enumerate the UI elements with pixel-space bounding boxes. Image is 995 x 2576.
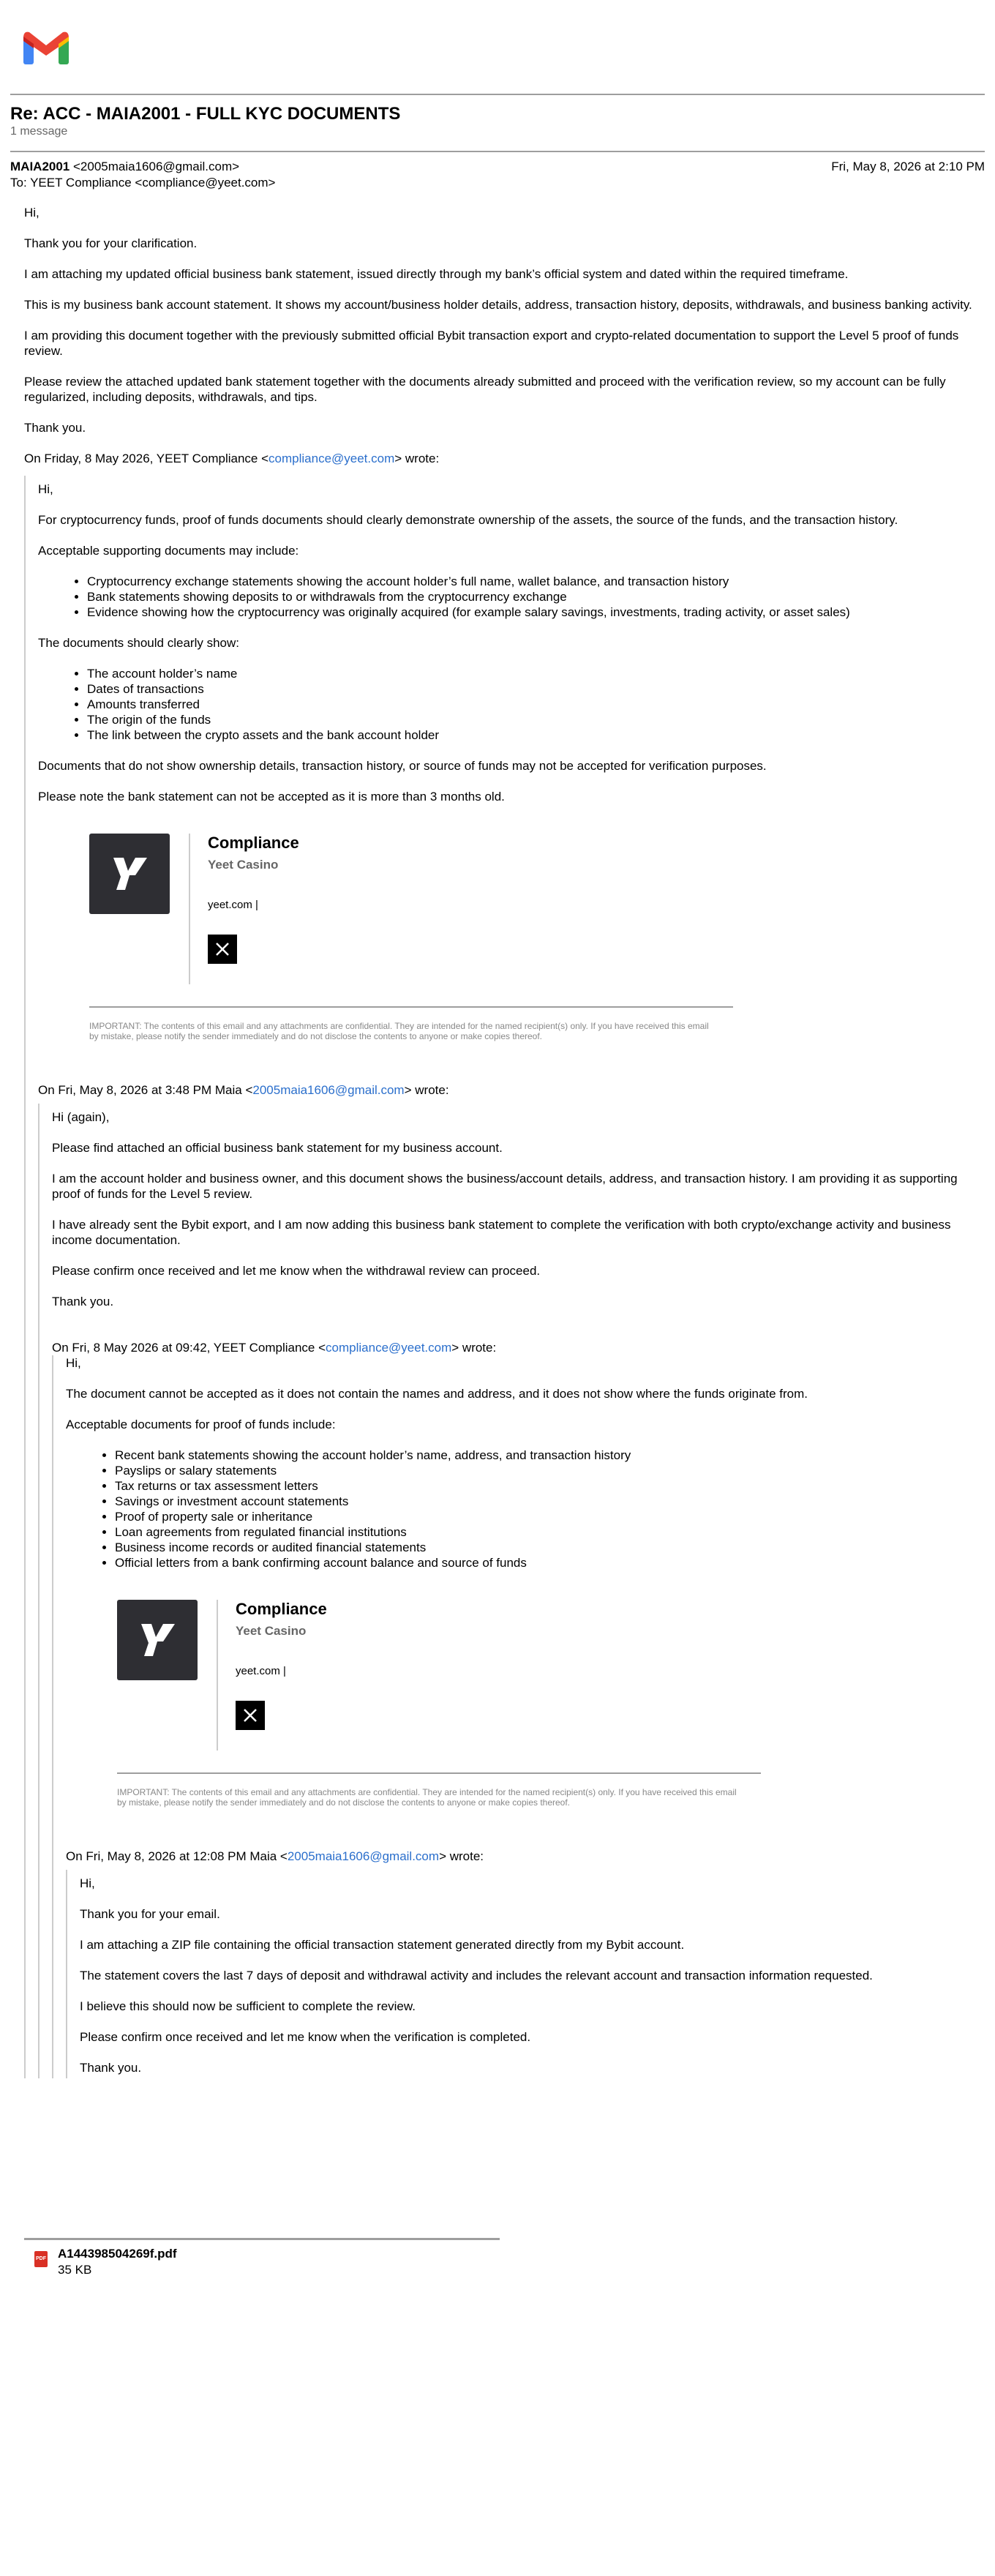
signature-website[interactable]: yeet.com | (236, 1665, 286, 1677)
list-item: • The origin of the funds (87, 712, 975, 727)
body-text: Thank you. (80, 2061, 142, 2075)
quoted-message (52, 1355, 975, 2078)
disclaimer-divider (89, 1006, 733, 1008)
list-item: • Recent bank statements showing the account holder’s name, address, and transaction history (115, 1448, 975, 1463)
body-text: Acceptable documents for proof of funds include: (66, 1418, 336, 1431)
gmail-logo-icon (22, 28, 70, 66)
yeet-logo-icon (89, 834, 170, 914)
email-body (24, 205, 975, 2078)
body-text: Thank you. (52, 1295, 114, 1308)
body-text: I am the account holder and business owner, and this document shows the business/account details, address, and transaction history. I am providing it as supporting proof of funds for the Level 5 review. (52, 1172, 958, 1201)
x-icon[interactable] (236, 1701, 265, 1730)
attachment-divider (24, 2238, 500, 2240)
body-text: Thank you for your clarification. (24, 236, 198, 250)
body-text: I am attaching a ZIP file containing the official transaction statement generated directly from my Bybit account. (80, 1938, 685, 1952)
body-text: Hi, (80, 1876, 95, 1890)
attribution-text: On Fri, 8 May 2026 at 09:42, YEET Compliance < (52, 1341, 326, 1355)
body-text: Please confirm once received and let me know when the withdrawal review can proceed. (52, 1264, 541, 1278)
email-link[interactable]: 2005maia1606@gmail.com (287, 1849, 440, 1863)
body-text: The documents should clearly show: (38, 636, 239, 650)
quote-attribution (24, 451, 975, 466)
signature-website[interactable]: yeet.com | (208, 899, 258, 911)
disclaimer-divider (117, 1772, 761, 1774)
sent-date: Fri, May 8, 2026 at 2:10 PM (831, 160, 985, 173)
list-item: • Cryptocurrency exchange statements showing the account holder’s full name, wallet balance, and transaction history (87, 574, 975, 589)
list-item: • Business income records or audited financial statements (115, 1540, 975, 1555)
list-item: • Amounts transferred (87, 697, 975, 712)
body-text: The document cannot be accepted as it does not contain the names and address, and it does not show where the funds originate from. (66, 1387, 808, 1401)
body-text: Hi, (38, 482, 53, 496)
body-text: I am attaching my updated official business bank statement, issued directly through my bank’s official system and dated within the required timeframe. (24, 267, 849, 281)
body-text: Acceptable supporting documents may include: (38, 544, 299, 558)
recipient: To: YEET Compliance <compliance@yeet.com> (10, 176, 276, 190)
attribution-text: > wrote: (394, 452, 440, 465)
sender (10, 160, 239, 174)
body-text: The statement covers the last 7 days of deposit and withdrawal activity and includes the relevant account and transaction information requested. (80, 1969, 873, 1982)
signature-divider (189, 834, 190, 984)
yeet-logo-icon (117, 1600, 198, 1680)
document-list (66, 1448, 975, 1570)
signature-org: Yeet Casino (236, 1624, 307, 1638)
signature-org: Yeet Casino (208, 858, 279, 872)
list-item: • The account holder’s name (87, 666, 975, 681)
disclaimer: IMPORTANT: The contents of this email and any attachments are confidential. They are intended for the named recipient(s) only. If you have received this email by mistake, please notify the sender immediately and do not disclose the contents to anyone or make copies thereof. (117, 1787, 737, 1808)
email-link[interactable]: 2005maia1606@gmail.com (252, 1083, 405, 1097)
signature-name: Compliance (208, 834, 299, 852)
email-link[interactable]: compliance@yeet.com (326, 1341, 452, 1355)
body-text: Please confirm once received and let me know when the verification is completed. (80, 2030, 531, 2044)
body-text: Hi, (66, 1356, 81, 1370)
attribution-text: On Fri, May 8, 2026 at 3:48 PM Maia < (38, 1083, 253, 1097)
email-signature (89, 834, 733, 1041)
body-text: I have already sent the Bybit export, and I am now adding this business bank statement to complete the verification with both crypto/exchange activity and business income documentation. (52, 1218, 951, 1247)
list-item: • Dates of transactions (87, 681, 975, 697)
message-count: 1 message (10, 125, 68, 138)
document-list (38, 574, 975, 620)
body-text: I believe this should now be sufficient to complete the review. (80, 1999, 416, 2013)
attribution-text: > wrote: (404, 1083, 449, 1097)
email-signature (117, 1600, 761, 1808)
quote-attribution (38, 1082, 975, 1098)
list-item: • Tax returns or tax assessment letters (115, 1478, 975, 1494)
body-text: Thank you for your email. (80, 1907, 220, 1921)
list-item: • Official letters from a bank confirming account balance and source of funds (115, 1555, 975, 1570)
list-item: • Bank statements showing deposits to or withdrawals from the cryptocurrency exchange (87, 589, 975, 604)
email-link[interactable]: compliance@yeet.com (269, 452, 395, 465)
header-divider (10, 94, 985, 95)
sender-email: <2005maia1606@gmail.com> (73, 160, 240, 173)
attribution-text: On Friday, 8 May 2026, YEET Compliance < (24, 452, 269, 465)
quoted-message (24, 476, 975, 2078)
body-text: Hi, (24, 206, 40, 220)
attachment-name[interactable]: A144398504269f.pdf (58, 2247, 177, 2261)
disclaimer: IMPORTANT: The contents of this email and any attachments are confidential. They are intended for the named recipient(s) only. If you have received this email by mistake, please notify the sender immediately and do not disclose the contents to anyone or make copies thereof. (89, 1021, 709, 1041)
body-text: Please find attached an official business bank statement for my business account. (52, 1141, 503, 1155)
email-subject: Re: ACC - MAIA2001 - FULL KYC DOCUMENTS (10, 104, 401, 124)
quoted-message (38, 1104, 975, 2078)
body-text: For cryptocurrency funds, proof of funds documents should clearly demonstrate ownership of the assets, the source of the funds, and the transaction history. (38, 513, 898, 527)
body-text: Documents that do not show ownership details, transaction history, or source of funds may not be accepted for verification purposes. (38, 759, 767, 773)
attachment-size: 35 KB (58, 2263, 92, 2277)
attribution-text: On Fri, May 8, 2026 at 12:08 PM Maia < (66, 1849, 288, 1863)
attribution-text: > wrote: (439, 1849, 484, 1863)
signature-divider (217, 1600, 218, 1751)
subject-divider (10, 151, 985, 152)
list-item: • Savings or investment account statements (115, 1494, 975, 1509)
x-icon[interactable] (208, 935, 237, 964)
quoted-message (66, 1870, 975, 2078)
pdf-icon[interactable]: PDF (34, 2251, 48, 2267)
requirement-list (38, 666, 975, 743)
quote-attribution (52, 1340, 975, 1355)
list-item: • Payslips or salary statements (115, 1463, 975, 1478)
list-item: • Proof of property sale or inheritance (115, 1509, 975, 1524)
body-text: Please note the bank statement can not be accepted as it is more than 3 months old. (38, 790, 505, 804)
body-text: Hi (again), (52, 1110, 110, 1124)
quote-attribution (66, 1849, 975, 1864)
signature-name: Compliance (236, 1600, 327, 1618)
body-text: Please review the attached updated bank statement together with the documents already submitted and proceed with the verification review, so my account can be fully regularized, including deposits, withdrawals, and tips. (24, 375, 946, 404)
list-item: • Evidence showing how the cryptocurrency was originally acquired (for example salary savings, investments, trading activity, or asset sales) (87, 604, 975, 620)
body-text: Thank you. (24, 421, 86, 435)
body-text: I am providing this document together with the previously submitted official Bybit transaction export and crypto-related documentation to support the Level 5 proof of funds review. (24, 329, 959, 358)
list-item: • Loan agreements from regulated financial institutions (115, 1524, 975, 1540)
list-item: • The link between the crypto assets and the bank account holder (87, 727, 975, 743)
attribution-text: > wrote: (451, 1341, 497, 1355)
body-text: This is my business bank account statement. It shows my account/business holder details, address, transaction history, deposits, withdrawals, and business banking activity. (24, 298, 972, 312)
sender-name: MAIA2001 (10, 160, 70, 173)
